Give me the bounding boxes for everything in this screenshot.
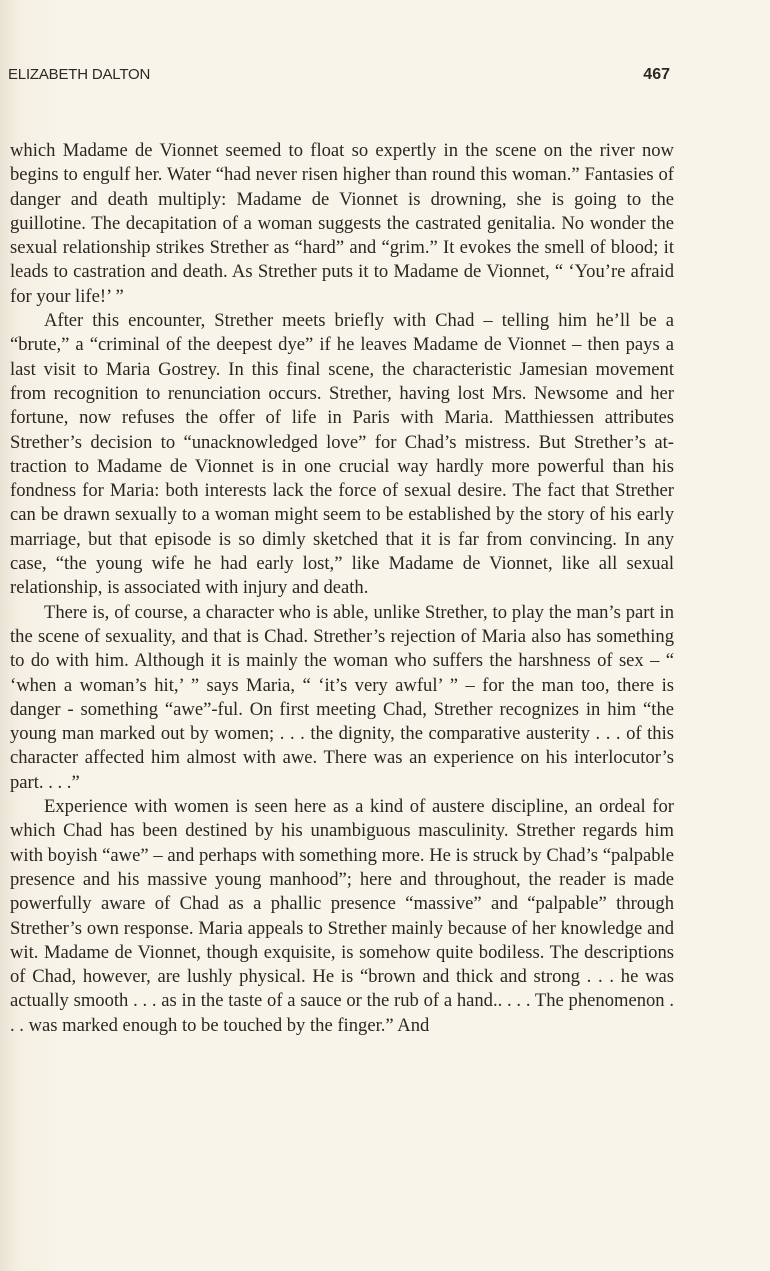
body-text bbox=[10, 139, 674, 1038]
paragraph: which Madame de Vionnet seemed to float so expertly in the scene on the river now begins to engulf her. Water “had never risen higher than round this woman.” Fantasies of danger and death multiply: Madame de Vionnet is drowning, she is going to the guillotine. The decapitation of a woman suggests the castrated genitalia. No wonder the sexual relationship strikes Strether as “hard” and “grim.” It evokes the smell of blood; it leads to castration and death. As Strether puts it to Madame de Vionnet, “ ‘You’re afraid for your life!’ ” bbox=[10, 140, 674, 307]
paragraph: Experience with women is seen here as a kind of austere discipline, an ordeal for which Chad has been destined by his unambiguous masculinity. Strether regards him with boyish “awe” – and perhaps with something more. He is struck by Chad’s “palpable presence and his massive young manhood”; here and throughout, the reader is made powerfully aware of Chad as a phallic presence “massive” and “palpable” through Strether’s own response. Maria appeals to Strether mainly because of her knowledge and wit. Madame de Vionnet, though exquisite, is somehow quite bodiless. The descriptions of Chad, however, are lushly physical. He is “brown and thick and strong . . . he was actually smooth . . . as in the taste of a sauce or the rub of a hand.. . . . The phenomenon . . . was marked enough to be touched by the finger.” And bbox=[10, 796, 674, 1036]
paragraph: There is, of course, a character who is able, unlike Strether, to play the man’s part in the scene of sexuality, and that is Chad. Strether’s rejection of Maria also has something to do with him. Although it is mainly the woman who suffers the harshness of sex – “ ‘when a woman’s hit,’ ” says Maria, “ ‘it’s very awful’ ” – for the man too, there is danger - something “awe”-ful. On first meeting Chad, Strether recognizes in him “the young man marked out by women; . . . the dignity, the comparative austerity . . . of this character affected him almost with awe. There was an experience on his interlocutor’s part. . . .” bbox=[10, 601, 674, 793]
running-head: ELIZABETH DALTON bbox=[8, 66, 151, 83]
page-header bbox=[8, 66, 670, 84]
page-number: 467 bbox=[643, 66, 670, 83]
paragraph: After this encounter, Strether meets briefly with Chad – telling him he’ll be a “brute,” a “criminal of the deepest dye” if he leaves Madame de Vionnet – then pays a last visit to Maria Gostrey. In this final scene, the characteristic Jamesian movement from recognition to renunciation occurs. Strether, having lost Mrs. Newsome and her fortune, now refuses the offer of life in Paris with Maria. Matthiessen attributes Strether’s decision to “unacknowledged love” for Chad’s mistress. But Strether’s attraction to Madame de Vionnet is in one crucial way hardly more powerful than his fondness for Maria: both interests lack the force of sexual desire. The fact that Strether can be drawn sexually to a woman might seem to be established by the story of his early marriage, but that episode is so dimly sketched that it is far from convincing. In any case, “the young wife he had early lost,” like Madame de Vionnet, like all sexual relationship, is associated with injury and death. bbox=[10, 310, 674, 599]
